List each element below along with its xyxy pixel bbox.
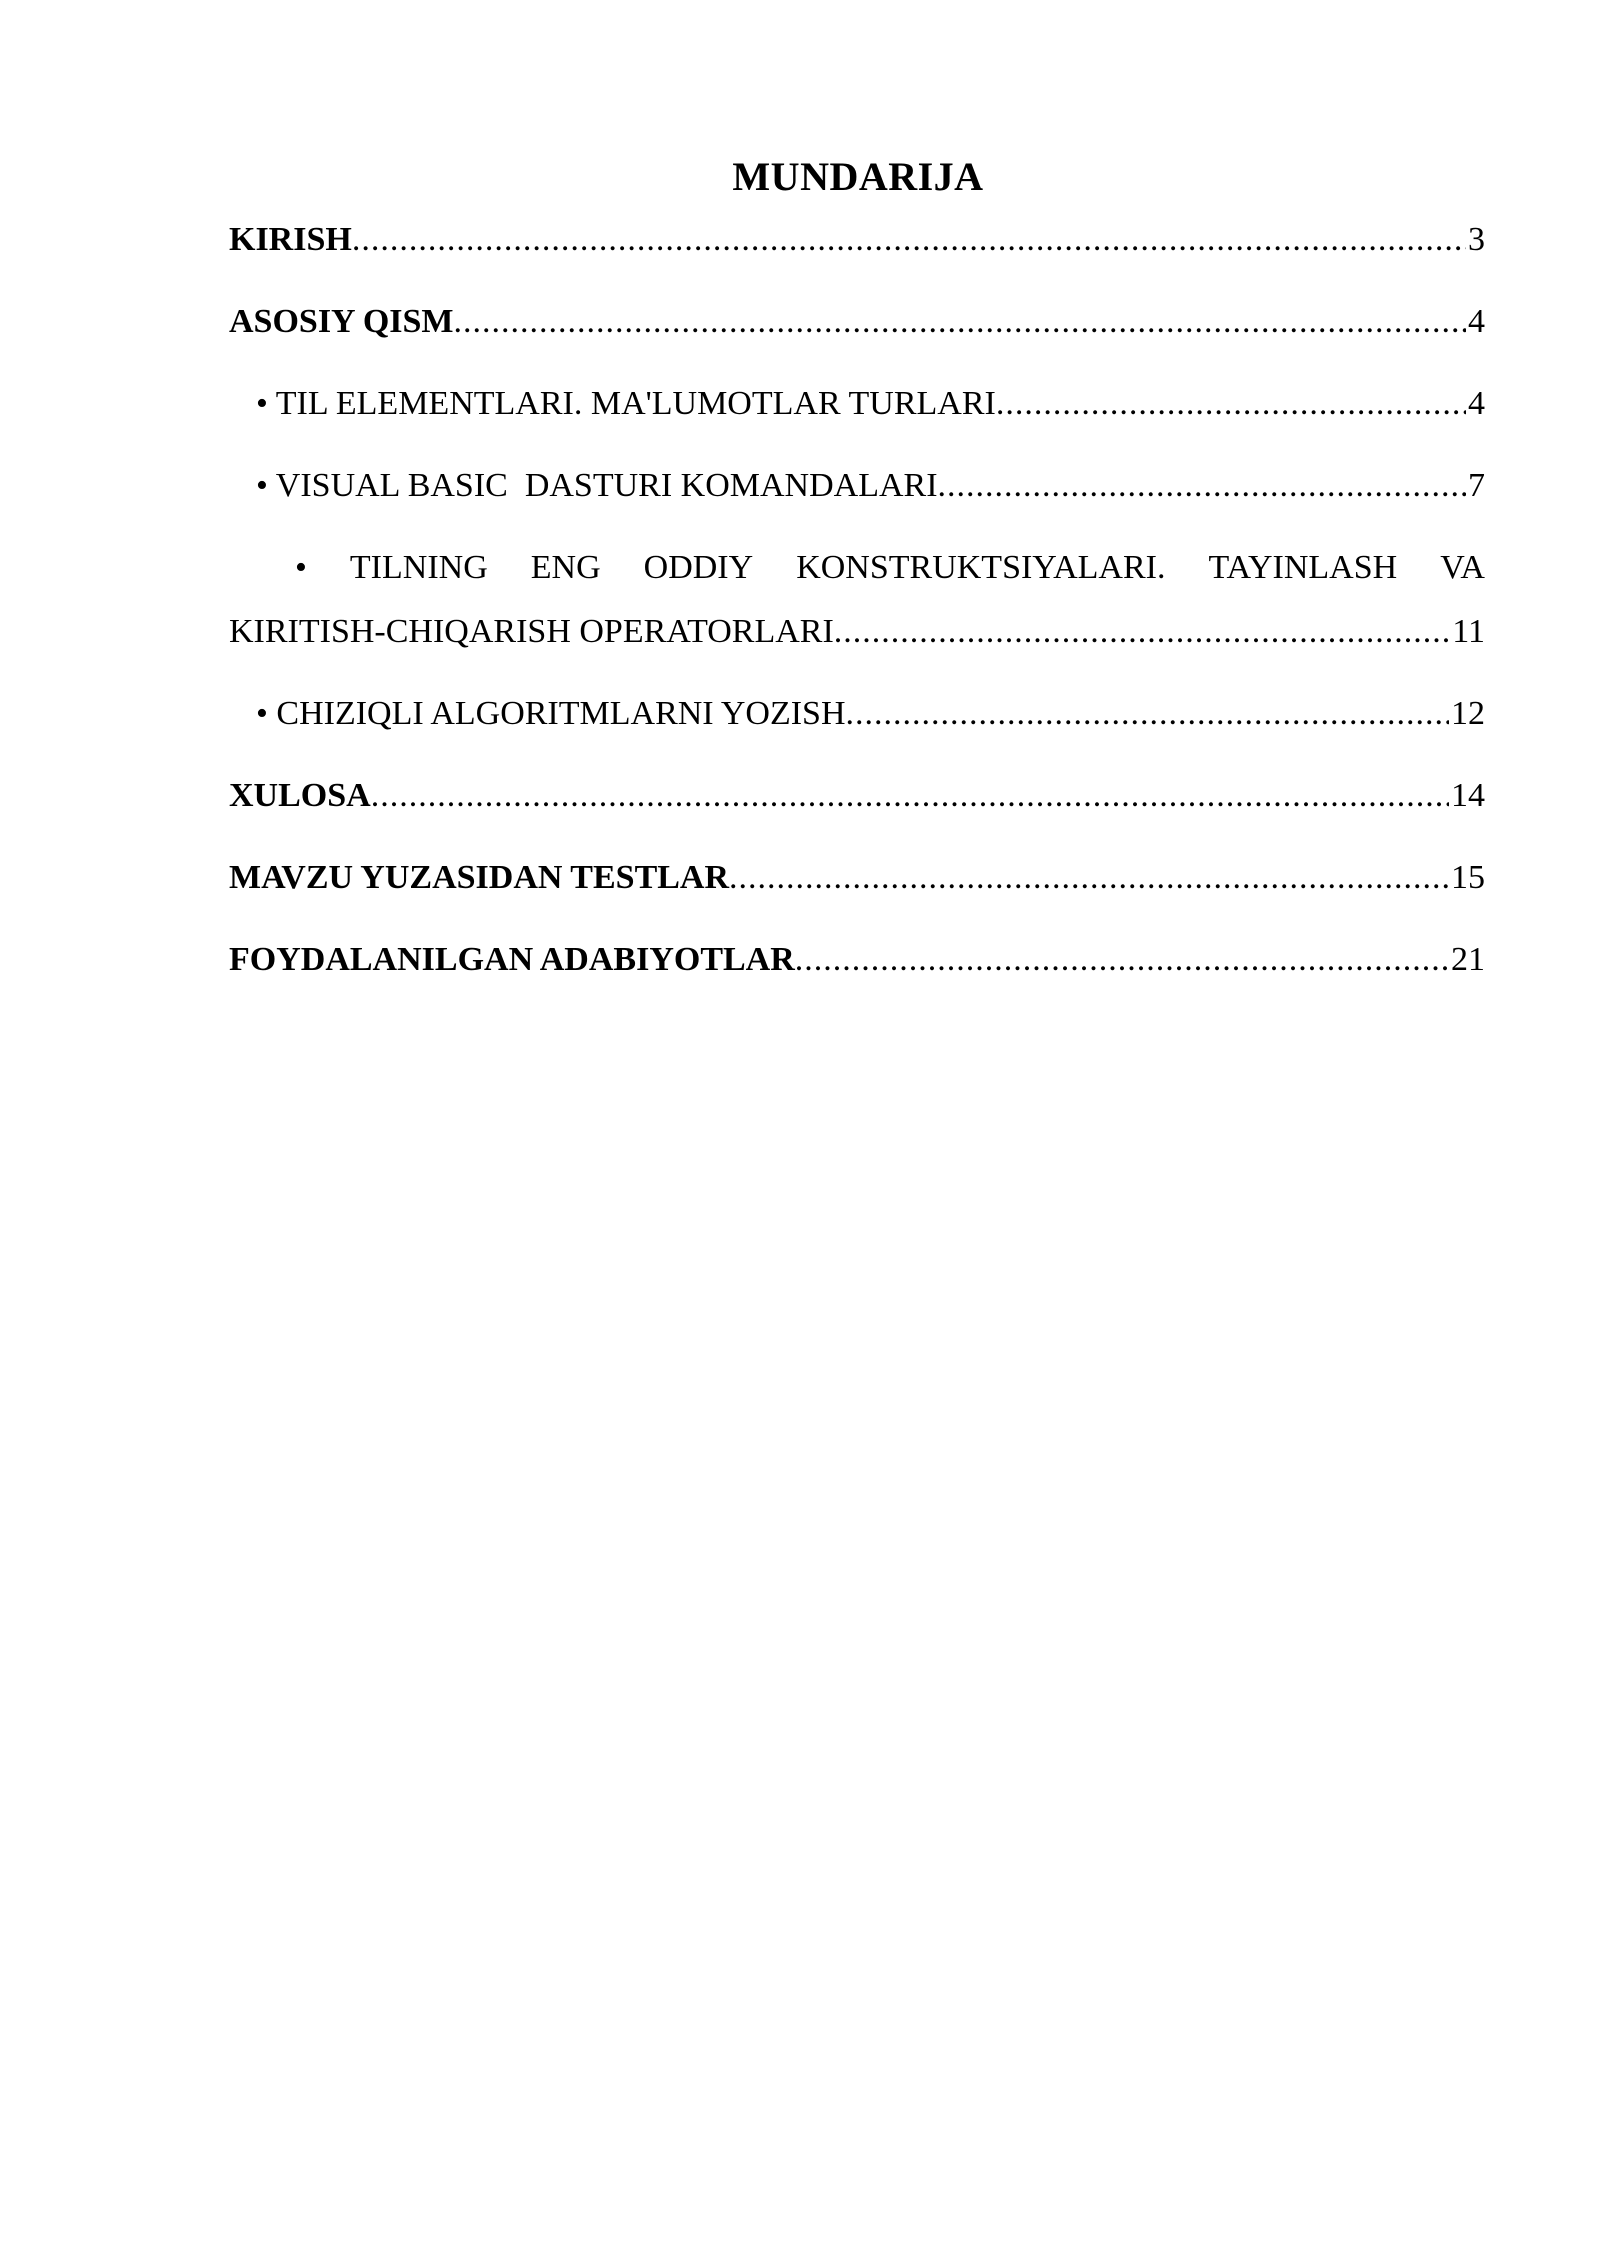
toc-entry-label: MAVZU YUZASIDAN TESTLAR [229, 859, 730, 896]
toc-entry-visual-basic[interactable] [229, 464, 1485, 508]
toc-entry-til-elementlari[interactable] [229, 382, 1485, 426]
toc-entry-label: • TIL ELEMENTLARI. MA'LUMOTLAR TURLARI [256, 385, 996, 422]
toc-page-number: 15 [1451, 859, 1485, 896]
toc-entry-mavzu-testlar[interactable] [229, 856, 1485, 900]
dot-leader [454, 300, 1466, 344]
toc-entry-label: XULOSA [229, 777, 371, 814]
toc-word: TILNING [349, 549, 488, 586]
dot-leader [834, 610, 1450, 654]
dot-leader [352, 218, 1466, 262]
dot-leader [846, 692, 1449, 736]
toc-entry-xulosa[interactable] [229, 774, 1485, 818]
toc-page-number: 21 [1451, 941, 1485, 978]
toc-entry-label-line1 [229, 546, 1485, 590]
toc-entry-label: • VISUAL BASIC DASTURI KOMANDALARI [256, 467, 938, 504]
toc-title: MUNDARIJA [732, 154, 984, 199]
toc-page-number: 11 [1452, 613, 1485, 650]
toc-entry-label: FOYDALANILGAN ADABIYOTLAR [229, 941, 795, 978]
toc-word: • [295, 549, 307, 586]
dot-leader [371, 774, 1449, 818]
toc-page-number: 7 [1468, 467, 1485, 504]
toc-page-number: 12 [1451, 695, 1485, 732]
toc-word: KONSTRUKTSIYALARI. [796, 549, 1166, 586]
toc-entry-chiziqli-algoritmlar[interactable] [229, 692, 1485, 736]
toc-entry-label: • CHIZIQLI ALGORITMLARNI YOZISH [256, 695, 846, 732]
toc-page-number: 4 [1468, 303, 1485, 340]
toc-entry-label: ASOSIY QISM [229, 303, 454, 340]
dot-leader [795, 938, 1449, 982]
toc-word: TAYINLASH [1208, 549, 1398, 586]
dot-leader [729, 856, 1449, 900]
toc-page-number: 14 [1451, 777, 1485, 814]
toc-page-number: 4 [1468, 385, 1485, 422]
dot-leader [996, 382, 1466, 426]
toc-entry-tilning-eng-oddiy[interactable] [229, 546, 1485, 654]
dot-leader [938, 464, 1466, 508]
toc-word: ENG [530, 549, 601, 586]
toc-entry-label: KIRISH [229, 221, 352, 258]
toc-entry-adabiyotlar[interactable] [229, 938, 1485, 982]
toc-word: ODDIY [643, 549, 754, 586]
toc-page-number: 3 [1468, 221, 1485, 258]
toc-entry-kirish[interactable] [229, 218, 1485, 262]
toc-entry-asosiy-qism[interactable] [229, 300, 1485, 344]
toc-entry-label-line2: KIRITISH-CHIQARISH OPERATORLARI [229, 613, 834, 650]
toc-word: VA [1440, 549, 1485, 586]
